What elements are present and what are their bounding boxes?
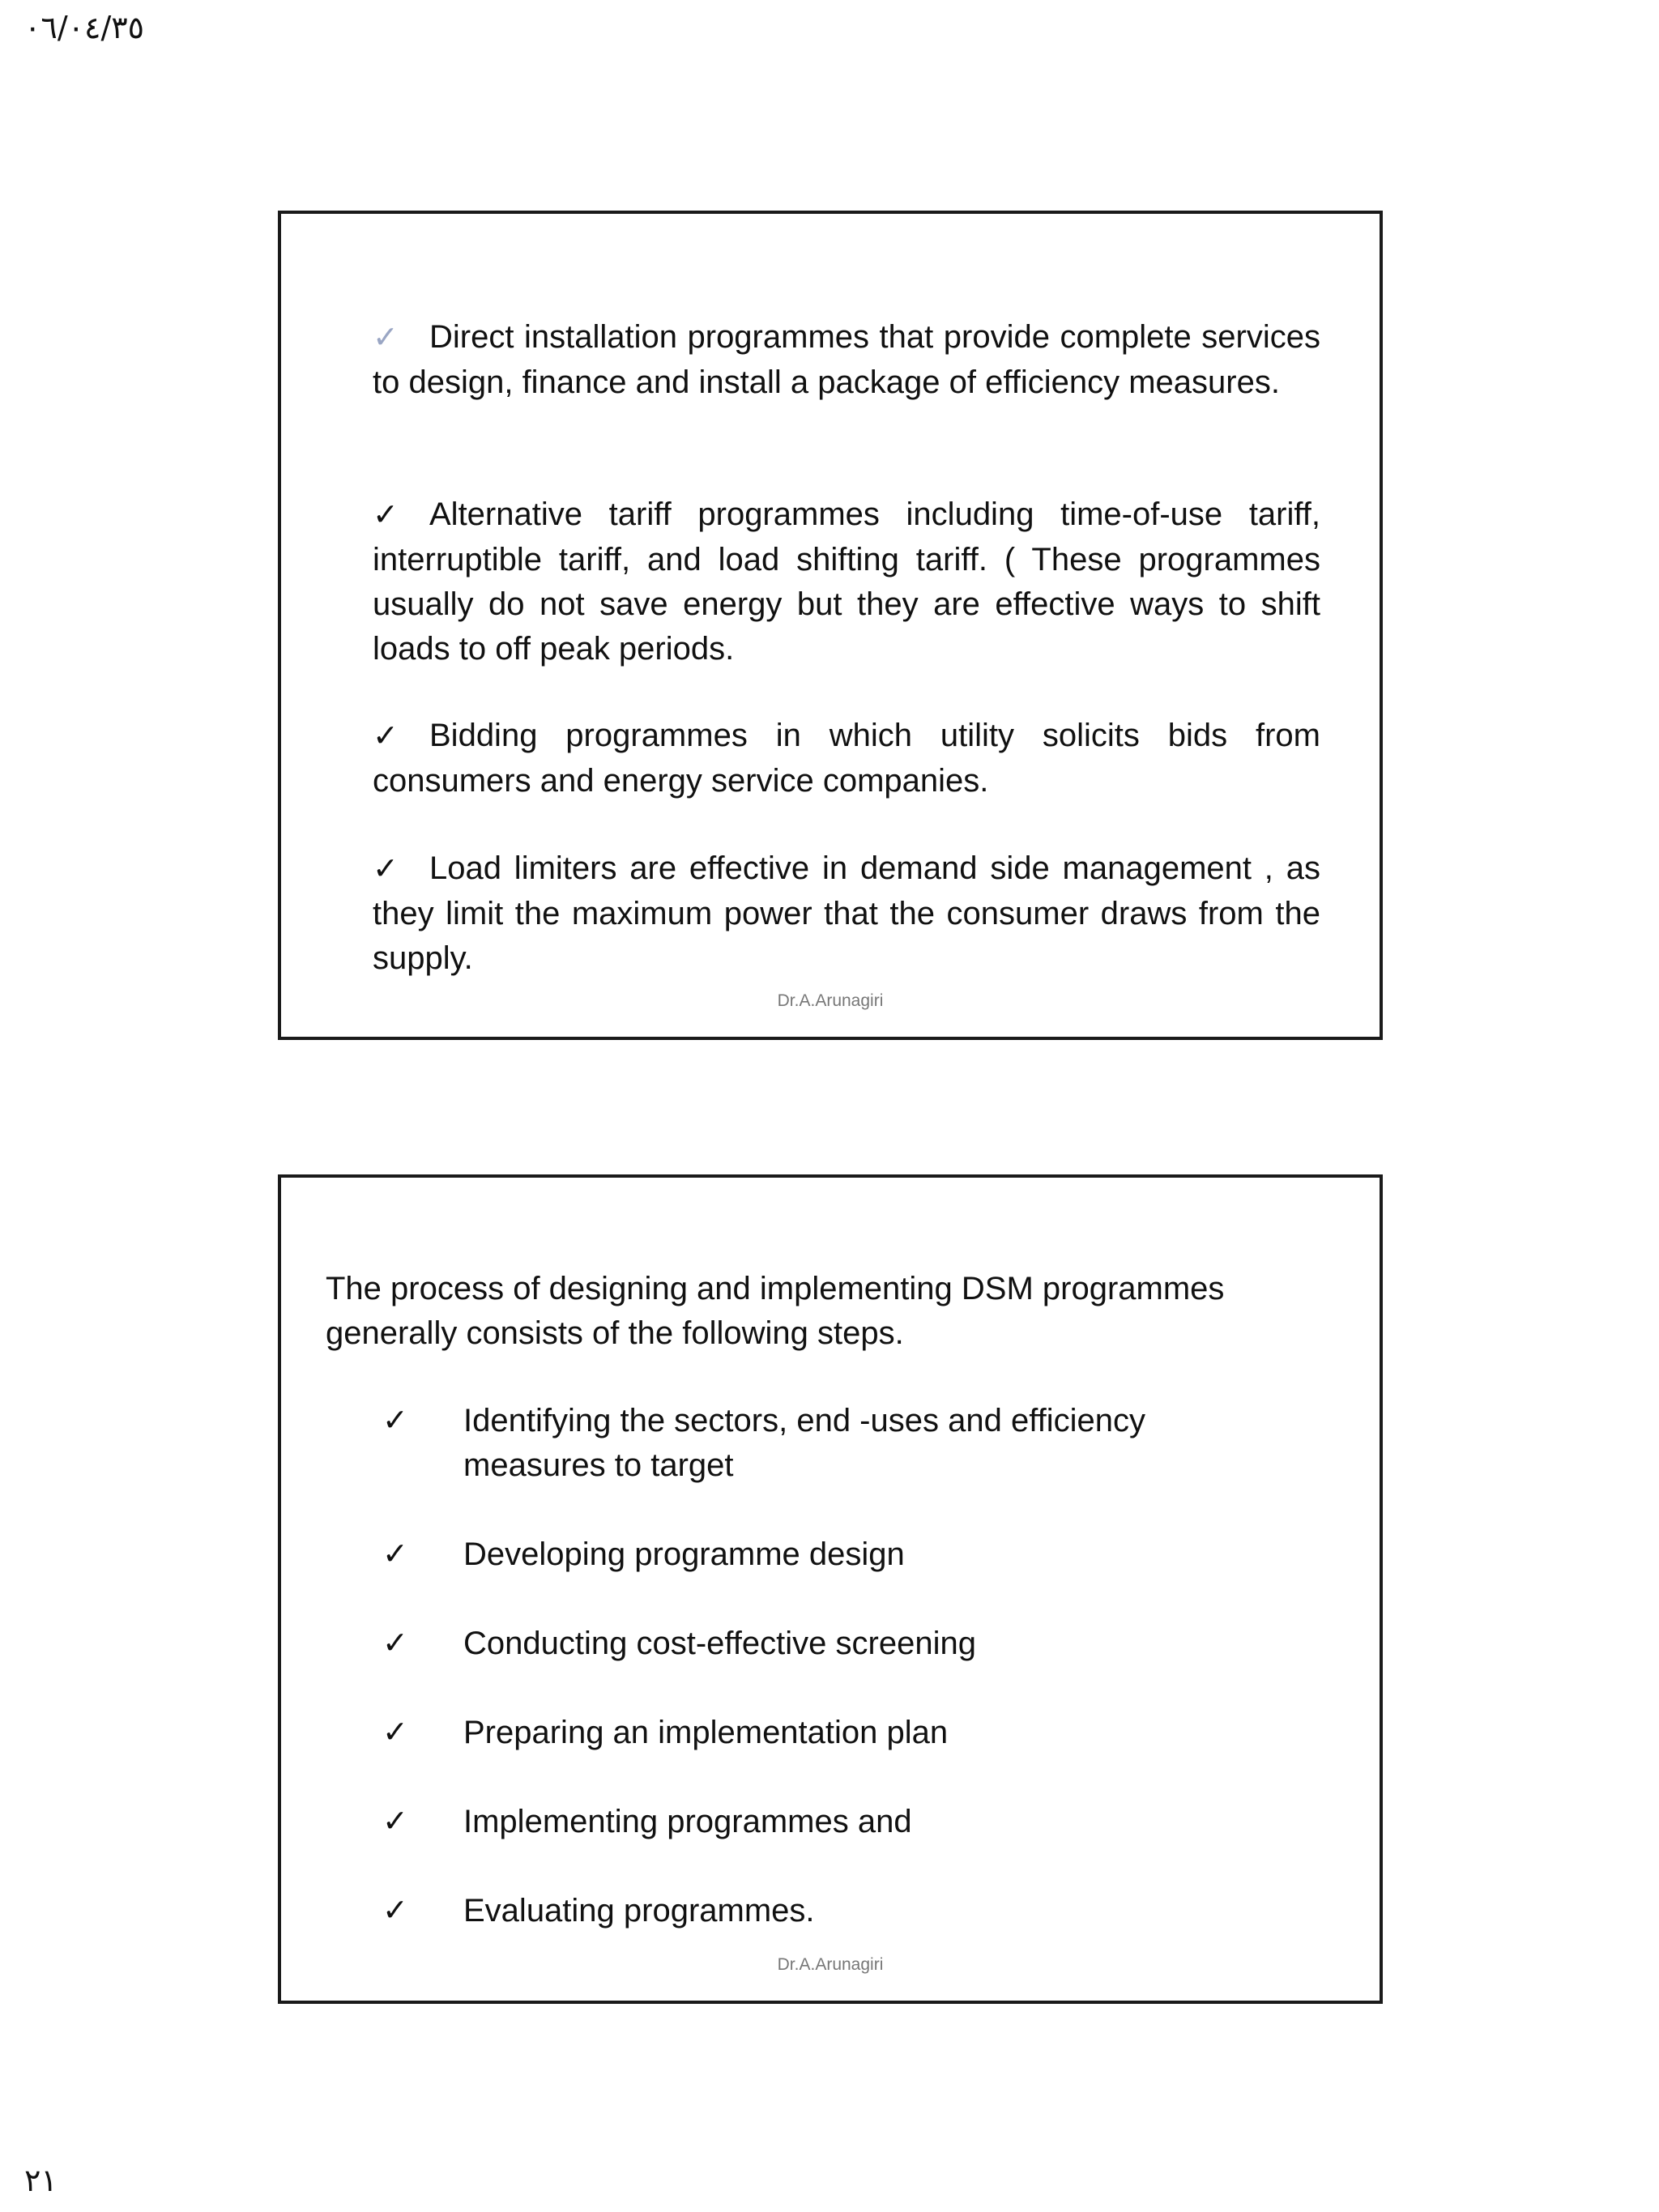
bullet-text: Bidding programmes in which utility solicits bids from consumers and energy service companies. — [373, 718, 1320, 799]
page-number: ٢١ — [24, 2163, 58, 2198]
checkmark-icon: ✓ — [382, 1626, 408, 1660]
step-item — [382, 1889, 1273, 1933]
checkmark-icon: ✓ — [373, 321, 399, 355]
checkmark-icon: ✓ — [382, 1537, 408, 1571]
checkmark-icon: ✓ — [382, 1805, 408, 1839]
slide-2 — [278, 1174, 1383, 2004]
slide-1 — [278, 211, 1383, 1040]
bullet-text: Load limiters are effective in demand side management , as they limit the maximum power that the consumer draws from the supply. — [373, 850, 1320, 976]
bullet-text: Direct installation programmes that provide complete services to design, finance and install a package of efficiency measures. — [373, 319, 1320, 400]
step-text: Evaluating programmes. — [463, 1893, 815, 1929]
slide-footer-author: Dr.A.Arunagiri — [777, 1955, 884, 1974]
intro-text: The process of designing and implementing DSM programmes generally consists of the following steps. — [326, 1271, 1225, 1351]
step-text: Preparing an implementation plan — [463, 1715, 949, 1750]
bullet-text: Alternative tariff programmes including time-of-use tariff, interruptible tariff, and load shifting tariff. ( These programmes usually do not save energy but they are effective ways to shift loads to off peak periods. — [373, 497, 1320, 667]
step-text: Identifying the sectors, end -uses and efficiency measures to target — [463, 1403, 1145, 1483]
step-text: Conducting cost-effective screening — [463, 1626, 976, 1661]
checkmark-icon: ✓ — [373, 498, 399, 532]
slide-footer-author: Dr.A.Arunagiri — [777, 991, 884, 1010]
step-item — [382, 1800, 1273, 1844]
checkmark-icon: ✓ — [382, 1715, 408, 1750]
step-item — [382, 1532, 1273, 1577]
bullet-item — [373, 714, 1320, 803]
step-text: Developing programme design — [463, 1536, 905, 1572]
step-text: Implementing programmes and — [463, 1804, 912, 1839]
checkmark-icon: ✓ — [373, 852, 399, 886]
page-date: ٠٦/٠٤/٣٥ — [24, 10, 145, 45]
step-item — [382, 1399, 1273, 1488]
checkmark-icon: ✓ — [382, 1894, 408, 1928]
checkmark-icon: ✓ — [373, 719, 399, 753]
step-item — [382, 1622, 1273, 1666]
checkmark-icon: ✓ — [382, 1404, 408, 1438]
bullet-item — [373, 315, 1320, 405]
step-item — [382, 1711, 1273, 1755]
bullet-item — [373, 492, 1320, 671]
bullet-item — [373, 846, 1320, 981]
